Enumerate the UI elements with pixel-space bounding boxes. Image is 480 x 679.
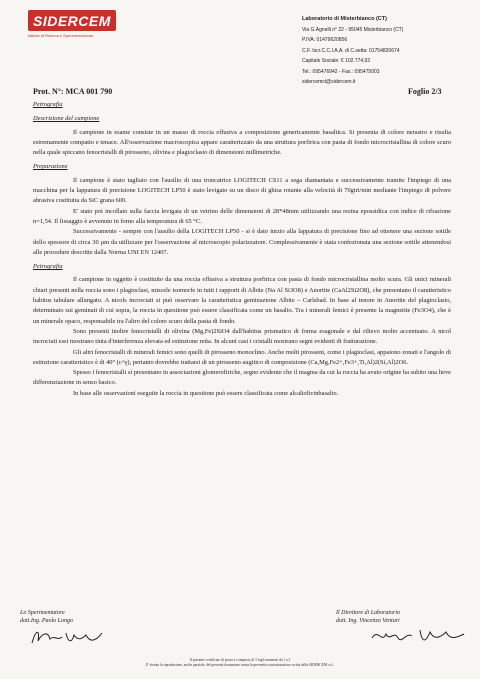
paragraph-petrografia-3: Gli altri fenocristalli di minerali femici sono quelli di pirosseno monoclino. Anche molti pirosseni, come i plagioclasi, appaiono zonati e l'angolo di estinzione caratteristico è di 40° (c^γ), pertanto dovrebbe trattarsi di un pirosseno augitico di composizione (Ca,Mg,Fe2+,Fe3+,Ti,Al)2(Si,Al)2O6.	[33, 348, 451, 366]
paragraph-preparazione-3: Successivamente - sempre con l'ausilio della LOGITECH LP50 - si è dato inizio alla lappatura di precisione fino ad ottenere una sezione sottile dello spessore di circa 30 µm da utilizzare per l'osservazione al microscopio polarizzatore. Complessivamente è stata confezionata una sezione sottile attenendosi alle procedure descritte dalla Norma UNI EN 12407.	[33, 228, 451, 256]
lab-cf: C.F. Iscr.C.C.I.A.A. di C.setta: 01754820674	[302, 47, 400, 54]
lab-piva: P.IVA: 01479620856	[302, 37, 348, 43]
signature-right-title: Il Direttore di Laboratorio	[336, 610, 401, 616]
footer-line-2: E' vietata la riproduzione, anche parziale, del presente documento senza la preventiva autorizzazione scritta della SIDERCEM s.r.l.	[145, 663, 335, 667]
paragraph-preparazione-1: Il campione è stato tagliato con l'ausilio di una troncatrice LOGITECH CS11 a sega diamantata e successivamente tramite l'impiego di una macchina per la lappatura di precisione LOGITECH LP50 è stato levigato su un disco di ghisa rotante alla velocità di 70giri/min mediante l'impiego di polvere abrasiva costituita da SiC grana 600.	[33, 176, 451, 205]
signature-left-title: Lo Sperimentatore	[20, 610, 65, 616]
footer-line-1: Il presente certificato di prova è composto di 3 fogli numerati da 1 a 3	[189, 658, 291, 662]
lab-capital: Capitale Sociale: € 102.774,92	[302, 58, 371, 64]
signature-right-name: dott. Ing. Vincenzo Venturi	[336, 618, 400, 624]
paragraph-petrografia-2: Sono presenti inoltre fenocristalli di olivina (Mg,Fe)2SiO4 dall'habitus prismatico di forma esagonale e dal rilievo molto accentuato. A nicol incrociati essi mostrano tinta d'interferenza elevata ed estinzione retta. In alcuni casi i cristalli mostrano segni evidenti di fratturazione.	[33, 327, 451, 346]
lab-tel: Tel.: 095476942 - Fax.: 095475003	[302, 68, 380, 75]
signature-left-handwriting	[28, 625, 108, 649]
signature-block-left	[20, 609, 73, 625]
paragraph-petrografia-5: In base alle osservazioni eseguite la roccia in questione può essere classificata come alcaliolivinbasalto.	[73, 389, 339, 397]
paragraph-descrizione: Il campione in esame consiste in un masso di roccia effusiva a composizione genericamente basaltica. Si presenta di colore nerastro e risulta estremamente compatto e tenace. All'osservazione macroscopica appare caratterizzato da una struttura porfirica con pasta di fondo microcristallina di colore scuro nella quale spiccano fenocristalli di pirosseno, olivina e plagioclasio di dimensioni millimetriche.	[33, 128, 451, 157]
document-body	[33, 100, 451, 399]
signature-block-right	[336, 609, 400, 625]
lab-address: Via G.Agnelli n° 22 - 95045 Misterbianco (CT)	[302, 26, 404, 33]
signature-right-handwriting	[368, 624, 468, 648]
lab-email: sidercemct@sidercem.it	[302, 79, 356, 85]
company-logo	[28, 10, 128, 48]
sheet-number: Foglio 2/3	[408, 87, 442, 96]
heading-petrografia: Petrografia	[33, 263, 63, 271]
heading-preparazione: Preparazione	[33, 163, 68, 171]
signature-left-name: dott.Ing. Paolo Longo	[20, 618, 74, 624]
section-heading-petrografia: Petrografia	[33, 101, 63, 108]
protocol-number: Prot. N°: MCA 001 790	[33, 87, 113, 96]
lab-name: Laboratorio di Misterbianco (CT)	[302, 16, 387, 22]
document-footer	[0, 658, 480, 668]
logo-wordmark: SIDERCEM	[28, 10, 116, 31]
logo-subtitle: Istituto di Ricerca e Sperimentazione	[28, 33, 94, 38]
heading-descrizione: Descrizione del campione	[33, 115, 100, 123]
paragraph-petrografia-1: Il campione in oggetto è costituito da una roccia effusiva a struttura porfirica con pasta di fondo microcristallina molto scura. Gli unici minerali chiari presenti nella roccia sono i plagioclasi, miscele isomorfe in tutti i rapporti di Albite (Na Al Si3O8) e Anortite (CaAl2Si2O8), che presentano il caratteristico habitus tabulare allungato. A nicols incrociati si può osservare la caratteristica geminazione Albite – Carlsbad. In base al tenore in Anortite del plagioclasio, determinato sui geminati di cui sopra, la roccia in questione può essere classificata come un basalto. Tra i minerali femici è presente la magnetite (Fe3O4), che è un minerale opaco, responsabile tra l'altro del colore scuro della pasta di fondo.	[33, 276, 451, 325]
paragraph-preparazione-2: E' stato poi incollato sulla faccia levigata di un vetrino delle dimensioni di 28*48mm utilizzando una resina epossidica con indice di rifrazione n=1,54. Il fissaggio è avvenuto in forno alla temperatura di 65 °C.	[33, 207, 451, 225]
lab-info	[302, 14, 477, 88]
paragraph-petrografia-4: Spesso i fenocristalli si presentano in associazioni glomerofiriche, segno evidente che il magma da cui la roccia ha avuto origine ha subito una lieve differenziazione in senso basico.	[33, 369, 451, 387]
